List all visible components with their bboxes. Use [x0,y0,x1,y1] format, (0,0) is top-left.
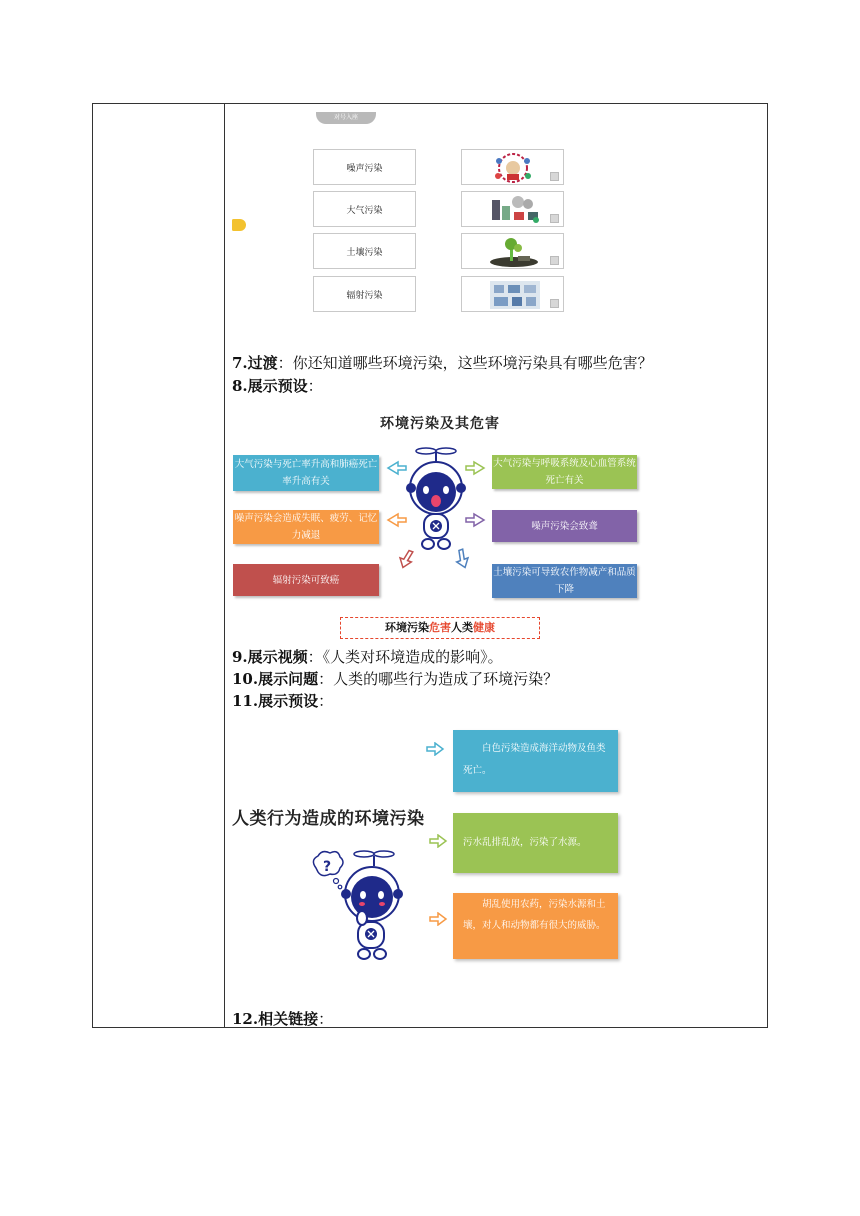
noise-scene-icon [488,152,538,184]
thinking-robot-icon [306,848,412,966]
step-12-line [232,1010,333,1028]
soil-scene-icon [488,236,544,268]
radiation-scene-icon [488,279,544,311]
note-icon[interactable] [232,219,246,231]
hazard-box-soil-crops: 土壤污染可导致农作物减产和品质下降 [492,564,637,598]
step-12-text: ： [318,1010,334,1028]
step-9-label: 9.展示视频 [232,648,308,666]
step-11-label: 11.展示预设 [232,692,319,710]
behavior-box-white-pollution: 白色污染造成海洋动物及鱼类死亡。 [453,730,618,792]
checkbox[interactable] [550,214,559,223]
step-8-line [232,377,323,395]
hazard-box-air-respiratory: 大气污染与呼吸系统及心血管系统死亡有关 [492,455,637,489]
step-9-text: ：《人类对环境造成的影响》。 [307,648,503,666]
match-label-noise[interactable]: 噪声污染 [313,149,416,185]
hazard-box-air-cancer: 大气污染与死亡率升高和肺癌死亡率升高有关 [233,455,379,491]
match-image-radiation[interactable] [461,276,564,312]
match-label-air[interactable]: 大气污染 [313,191,416,227]
matching-header-tab: 对号入座 [316,112,376,124]
step-7-label: 7.过渡 [232,354,278,372]
match-image-noise[interactable] [461,149,564,185]
behavior-box-sewage: 污水乱排乱放，污染了水源。 [453,813,618,873]
match-label-radiation[interactable]: 辐射污染 [313,276,416,312]
match-image-soil[interactable] [461,233,564,269]
air-scene-icon [488,194,544,226]
arrow-right-icon [425,742,445,756]
robot-mascot-icon [382,446,490,572]
step-7-text: ：你还知道哪些环境污染，这些环境污染具有哪些危害？ [277,354,653,372]
step-8-text: ： [307,377,323,395]
checkbox[interactable] [550,256,559,265]
hazard-diagram-title: 环境污染及其危害 [380,416,500,432]
step-12-label: 12.相关链接 [232,1010,319,1028]
checkbox[interactable] [550,299,559,308]
step-11-text: ： [318,692,334,710]
step-11-line [232,692,333,710]
banner-part-3: 人类 [451,621,473,634]
question-mark-text: ? [323,859,332,875]
match-label-soil[interactable]: 土壤污染 [313,233,416,269]
step-10-label: 10.展示问题 [232,670,319,688]
banner-part-2: 危害 [429,621,451,634]
step-7-line [232,354,653,372]
hazard-box-noise-deafness: 噪声污染会致聋 [492,510,637,542]
step-8-label: 8.展示预设 [232,377,308,395]
table-left-column [93,104,225,1027]
behavior-diagram-title: 人类行为造成的环境污染 [232,809,425,829]
banner-part-1: 环境污染 [385,621,429,634]
match-image-air[interactable] [461,191,564,227]
checkbox[interactable] [550,172,559,181]
behavior-box-pesticide: 胡乱使用农药，污染水源和土壤，对人和动物都有很大的威胁。 [453,893,618,959]
hazard-box-radiation-cancer: 辐射污染可致癌 [233,564,379,596]
arrow-right-icon [428,912,448,926]
banner-part-4: 健康 [473,621,495,634]
hazard-banner [340,617,540,639]
step-10-text: ：人类的哪些行为造成了环境污染？ [318,670,559,688]
step-10-line [232,670,558,688]
step-9-line [232,648,503,666]
hazard-box-noise-insomnia: 噪声污染会造成失眠、疲劳、记忆力减退 [233,510,379,544]
arrow-right-icon [428,834,448,848]
